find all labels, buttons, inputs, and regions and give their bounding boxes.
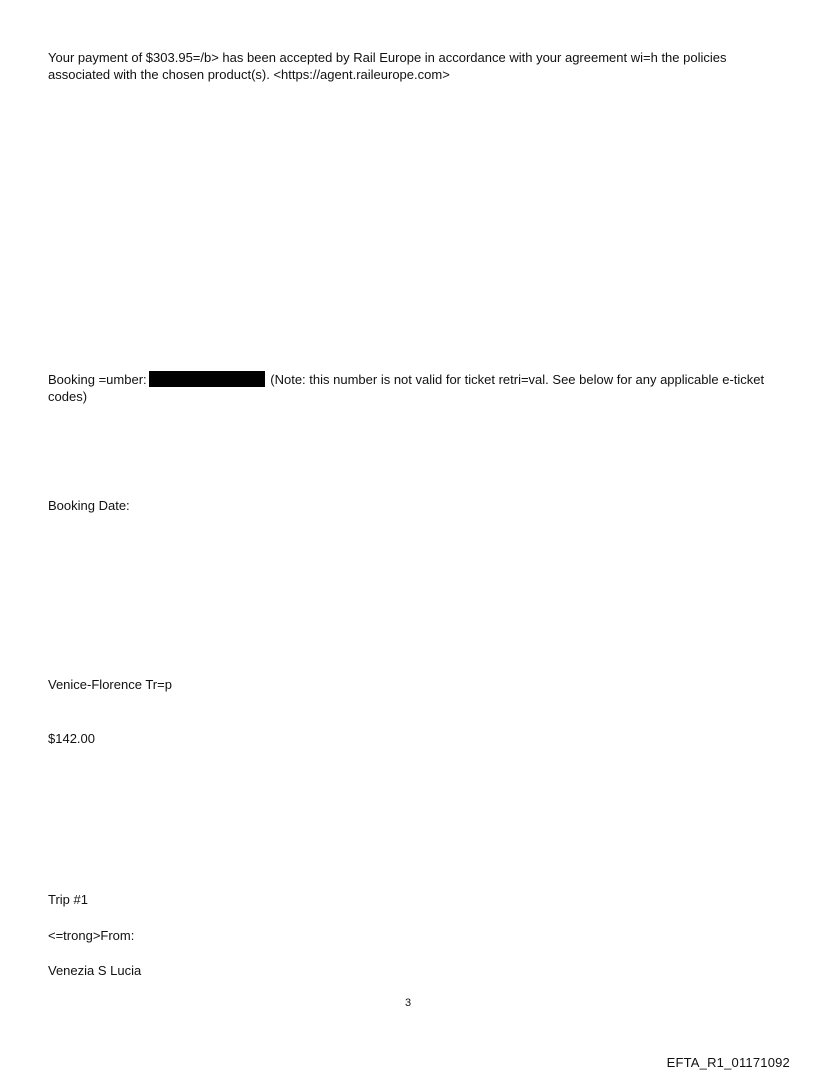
from-label: <=trong>From: [48,928,135,943]
trip-price: $142.00 [48,731,95,746]
redacted-booking-number [149,371,265,387]
booking-number-line [48,371,768,405]
trip-number: Trip #1 [48,892,88,907]
document-id-footer: EFTA_R1_01171092 [666,1055,790,1070]
page-number: 3 [404,997,412,1009]
booking-number-note: (Note: this number is not valid for ticket retri=val. See below for any applicable e-ticket codes) [48,372,768,404]
payment-confirmation-text: Your payment of $303.95=/b> has been accepted by Rail Europe in accordance with your agreement wi=h the policies associated with the chosen product(s). <https://agent.raileurope.com> [48,50,731,82]
booking-number-label: Booking =umber: [48,372,147,387]
from-station: Venezia S Lucia [48,963,142,978]
booking-date-label: Booking Date: [48,498,130,513]
trip-name: Venice-Florence Tr=p [48,677,172,692]
